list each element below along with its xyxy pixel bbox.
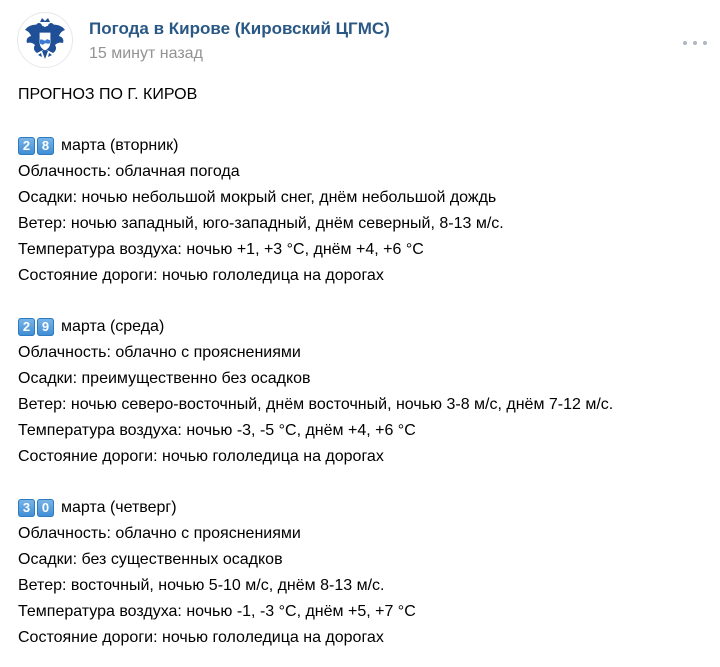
day-heading xyxy=(18,314,708,340)
forecast-line: Ветер: ночью северо-восточный, днём восточный, ночью 3-8 м/с, днём 7-12 м/с. xyxy=(18,396,614,413)
forecast-line: Осадки: преимущественно без осадков xyxy=(18,370,311,387)
day-date: марта (четверг) xyxy=(61,499,177,516)
forecast-line: Состояние дороги: ночью гололедица на дорогах xyxy=(18,448,384,465)
post-header xyxy=(17,12,707,72)
forecast-line: Температура воздуха: ночью -1, -3 °С, днём +5, +7 °С xyxy=(18,603,416,620)
forecast-line: Осадки: ночью небольшой мокрый снег, днём небольшой дождь xyxy=(18,189,497,206)
forecast-line: Температура воздуха: ночью +1, +3 °С, днём +4, +6 °С xyxy=(18,241,424,258)
forecast-line: Облачность: облачно с прояснениями xyxy=(18,344,301,361)
author-link[interactable]: Погода в Кирове (Кировский ЦГМС) xyxy=(89,19,390,38)
day-heading xyxy=(18,133,708,159)
keycap-digit-icon: 8 xyxy=(37,137,54,155)
post-text xyxy=(18,82,708,651)
day-heading xyxy=(18,495,708,521)
forecast-title: ПРОГНОЗ ПО Г. КИРОВ xyxy=(18,86,198,103)
forecast-line: Температура воздуха: ночью -3, -5 °С, днём +4, +6 °С xyxy=(18,422,416,439)
forecast-line: Ветер: ночью западный, юго-западный, днём северный, 8-13 м/с. xyxy=(18,215,504,232)
double-headed-eagle-emblem-icon xyxy=(18,13,72,67)
keycap-digit-icon: 2 xyxy=(18,318,35,336)
forecast-line: Осадки: без существенных осадков xyxy=(18,551,283,568)
more-dots-icon xyxy=(683,41,687,45)
avatar[interactable] xyxy=(17,12,73,68)
forecast-line: Ветер: восточный, ночью 5-10 м/с, днём 8-13 м/с. xyxy=(18,577,385,594)
forecast-line: Облачность: облачно с прояснениями xyxy=(18,525,301,542)
day-date: марта (вторник) xyxy=(61,137,179,154)
forecast-line: Состояние дороги: ночью гололедица на дорогах xyxy=(18,629,384,646)
keycap-digit-icon: 0 xyxy=(37,499,54,517)
keycap-digit-icon: 3 xyxy=(18,499,35,517)
keycap-digit-icon: 2 xyxy=(18,137,35,155)
forecast-line: Облачность: облачная погода xyxy=(18,163,240,180)
day-date: марта (среда) xyxy=(61,318,165,335)
forecast-line: Состояние дороги: ночью гололедица на дорогах xyxy=(18,267,384,284)
keycap-digit-icon: 9 xyxy=(37,318,54,336)
post-timestamp[interactable]: 15 минут назад xyxy=(89,45,203,62)
more-options-button[interactable] xyxy=(683,38,707,50)
